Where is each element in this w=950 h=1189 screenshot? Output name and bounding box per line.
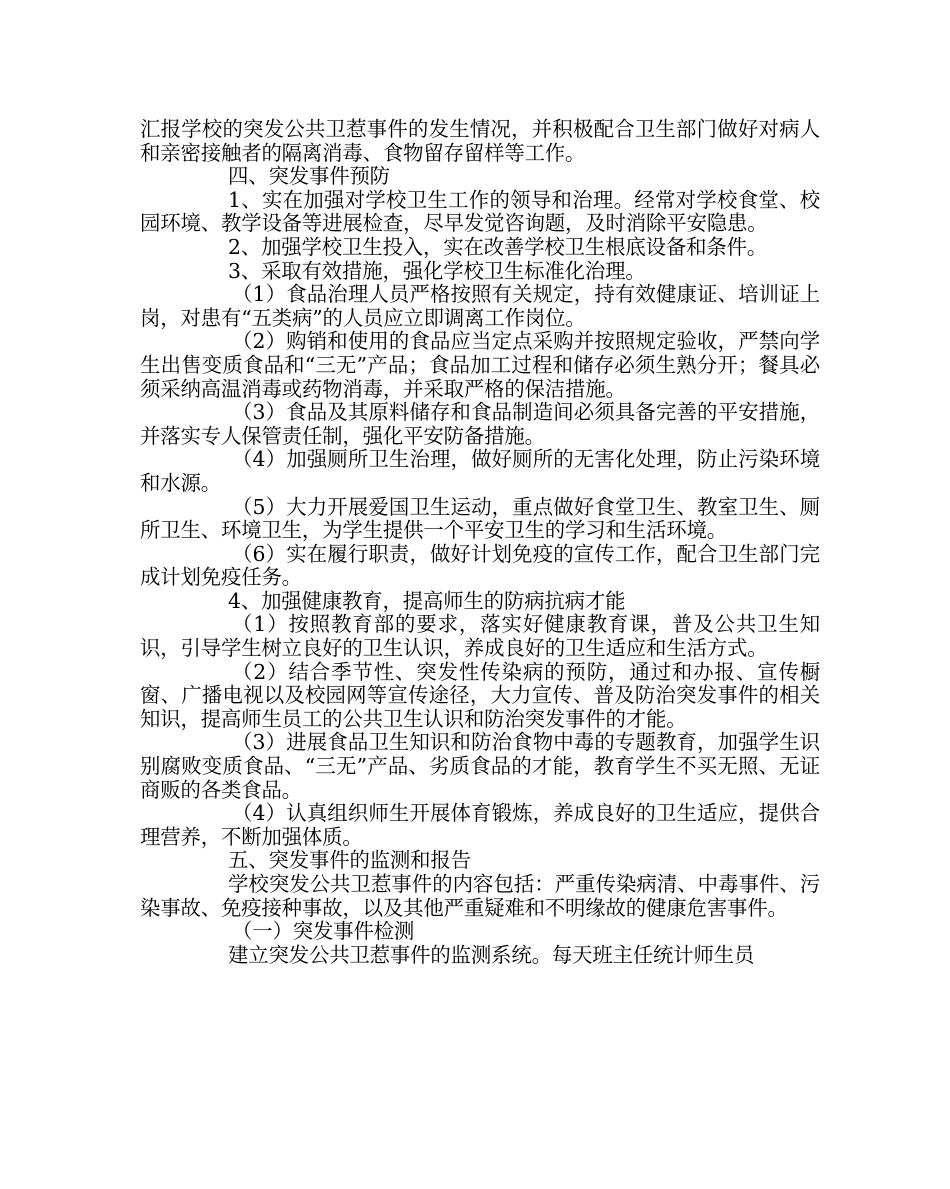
paragraph-item-3-2: （2）购销和使用的食品应当定点采购并按照规定验收，严禁向学生出售变质食品和“三无”产品；食品加工过程和储存必须生熟分开；餐具必须采纳高温消毒或药物消毒，并采取严格的保洁措施。 xyxy=(140,329,820,401)
heading-subsection-1-detection: （一）突发事件检测 xyxy=(232,919,415,944)
paragraph-section-5-intro: 学校突发公共卫惹事件的内容包括：严重传染病清、中毒事件、污染事故、免疫接种事故，以及其他严重疑难和不明缘故的健康危害事件。 xyxy=(140,872,820,920)
paragraph-item-3-1: （1）食品治理人员严格按照有关规定，持有效健康证、培训证上岗，对患有“五类病”的人员应立即调离工作岗位。 xyxy=(140,282,820,330)
paragraph-item-4-4: （4）认真组织师生开展体育锻炼，养成良好的卫生适应，提供合理营养，不断加强体质。 xyxy=(140,801,820,849)
paragraph-item-3-6: （6）实在履行职责，做好计划免疫的宣传工作，配合卫生部门完成计划免疫任务。 xyxy=(140,541,820,590)
paragraph-item-4-1: （1）按照教育部的要求，落实好健康教育课，普及公共卫生知识，引导学生树立良好的卫生认识，养成良好的卫生适应和生活方式。 xyxy=(140,612,820,661)
paragraph-item-3-4: （4）加强厕所卫生治理，做好厕所的无害化处理，防止污染环境和水源。 xyxy=(140,447,820,495)
paragraph-item-1: 1、实在加强对学校卫生工作的领导和治理。经常对学校食堂、校园环境、教学设备等进展检查，尽早发觉咨询题，及时消除平安隐患。 xyxy=(140,187,820,236)
paragraph-item-3-3: （3）食品及其原料储存和食品制造间必须具备完善的平安措施，并落实专人保管责任制，强化平安防备措施。 xyxy=(140,400,820,448)
paragraph-item-4-3: （3）进展食品卫生知识和防治食物中毒的专题教育，加强学生识别腐败变质食品、“三无”产品、劣质食品的才能，教育学生不买无照、无证商贩的各类食品。 xyxy=(140,730,820,802)
document-page xyxy=(140,118,820,967)
paragraph-item-2: 2、加强学校卫生投入，实在改善学校卫生根底设备和条件。 xyxy=(228,234,768,259)
heading-section-4-prevention: 四、突发事件预防 xyxy=(228,164,390,189)
heading-section-5-monitoring: 五、突发事件的监测和报告 xyxy=(228,848,471,873)
paragraph-item-4-2: （2）结合季节性、突发性传染病的预防，通过和办报、宣传橱窗、广播电视以及校园网等宣传途径，大力宣传、普及防治突发事件的相关知识，提高师生员工的公共卫生认识和防治突发事件的才能。 xyxy=(140,659,820,731)
paragraph-detection-system: 建立突发公共卫惹事件的监测系统。每天班主任统计师生员 xyxy=(228,942,755,967)
paragraph-continued-report: 汇报学校的突发公共卫惹事件的发生情况，并积极配合卫生部门做好对病人和亲密接触者的隔离消毒、食物留存留样等工作。 xyxy=(140,117,820,165)
paragraph-item-3: 3、采取有效措施，强化学校卫生标准化治理。 xyxy=(228,258,646,283)
paragraph-item-4: 4、加强健康教育，提高师生的防病抗病才能 xyxy=(228,588,626,613)
paragraph-item-3-5: （5）大力开展爱国卫生运动，重点做好食堂卫生、教室卫生、厕所卫生、环境卫生，为学生提供一个平安卫生的学习和生活环境。 xyxy=(140,494,820,543)
